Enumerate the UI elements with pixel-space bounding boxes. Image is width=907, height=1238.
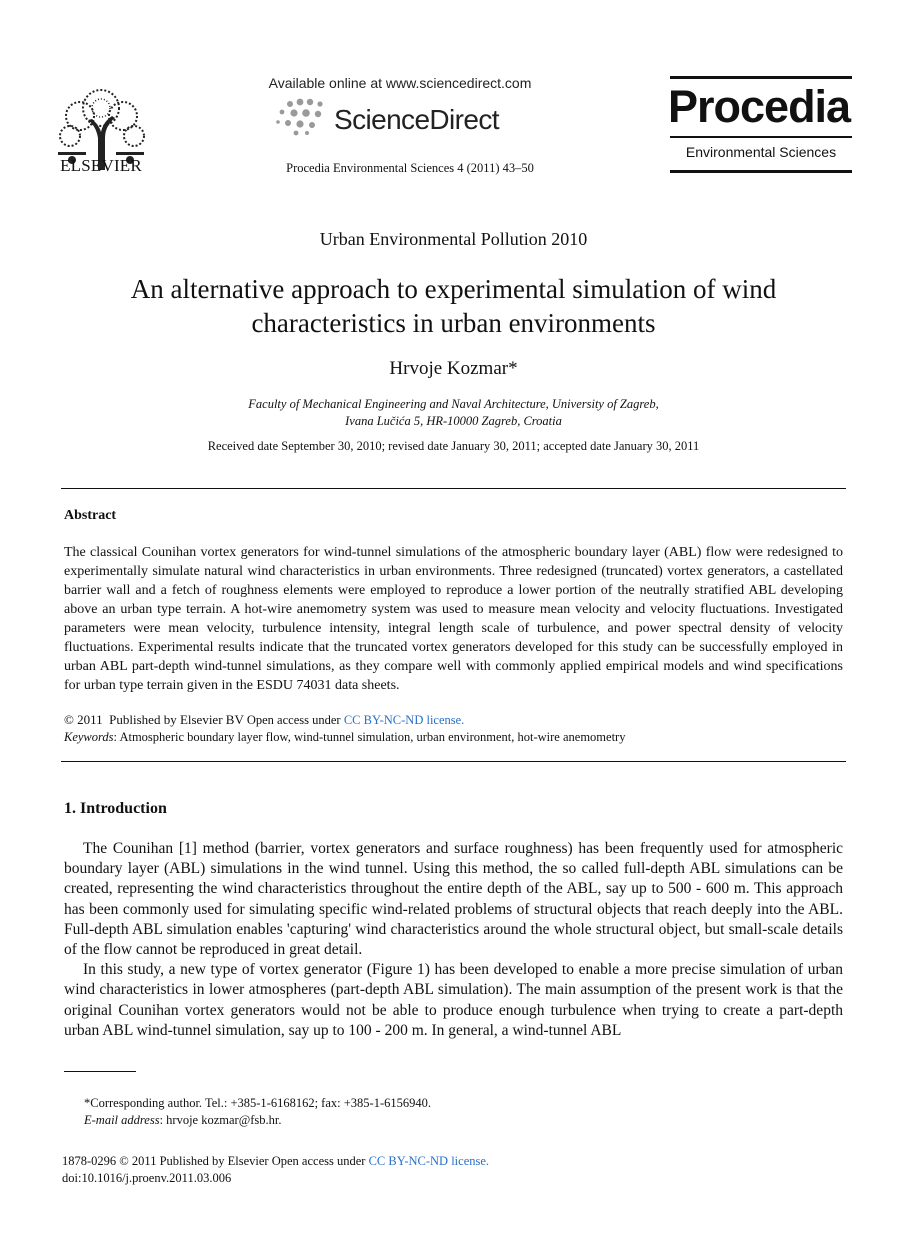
doi-line[interactable]: doi:10.1016/j.proenv.2011.03.006 [62, 1171, 232, 1185]
footnote-divider [64, 1071, 136, 1072]
procedia-middle-rule [670, 136, 852, 138]
abstract-heading: Abstract [64, 508, 117, 523]
keywords-text: : Atmospheric boundary layer flow, wind-tunnel simulation, urban environment, hot-wire anemometry [113, 730, 626, 744]
elsevier-wordmark: ELSEVIER [60, 156, 142, 175]
issn-line [62, 1154, 489, 1169]
copyright-line [64, 710, 843, 730]
email-label: E-mail address [84, 1113, 160, 1127]
procedia-bottom-rule [670, 170, 852, 173]
corresponding-author-note: *Corresponding author. Tel.: +385-1-6168162; fax: +385-1-6156940. [84, 1096, 431, 1110]
copyright-year: © 2011 [64, 712, 103, 727]
author-name: Hrvoje Kozmar* [389, 358, 518, 379]
email-note [84, 1113, 281, 1128]
published-by: Published by Elsevier BV [109, 712, 244, 727]
abstract-top-divider [61, 488, 846, 489]
open-access-label: Open access under [246, 713, 341, 727]
affiliation-line-1: Faculty of Mechanical Engineering and Naval Architecture, University of Zagreb, [248, 397, 659, 411]
procedia-wordmark: Procedia [668, 81, 851, 132]
issn-text: 1878-0296 © 2011 Published by Elsevier [62, 1154, 269, 1168]
email-address[interactable]: : hrvoje kozmar@fsb.hr. [159, 1113, 282, 1127]
footer-open-access-label: Open access under [271, 1154, 366, 1168]
license-link[interactable]: CC BY-NC-ND license. [343, 713, 465, 727]
paper-title [0, 272, 907, 340]
paper-title-line-2: characteristics in urban environments [251, 308, 656, 338]
affiliation-line-2: Ivana Lučića 5, HR-10000 Zagreb, Croatia [345, 414, 562, 428]
procedia-top-rule [670, 76, 852, 79]
body-text [64, 839, 843, 1041]
body-paragraph-2: In this study, a new type of vortex generator (Figure 1) has been developed to enable a more precise simulation of urban wind characteristics in lower atmospheres (part-depth ABL simulation). The main assumption of the present work is that the original Counihan vortex generators would not be able to produce enough turbulence when trying to create a part-depth urban ABL wind-tunnel simulation, say up to 100 - 200 m. In general, a wind-tunnel ABL [64, 961, 843, 1039]
procedia-subtitle: Environmental Sciences [685, 144, 837, 160]
abstract-bottom-divider [61, 761, 846, 762]
body-paragraph-1: The Counihan [1] method (barrier, vortex generators and surface roughness) has been frequently used for atmospheric boundary layer (ABL) simulations in the wind tunnel. Using this method, the so called full-depth ABL simulations can be created, representing the wind characteristics throughout the entire depth of the ABL, say up to 500 - 600 m. This approach has been commonly used for simulating specific wind-related problems of structural objects that reach deeply into the ABL. Full-depth ABL simulation enables 'capturing' wind characteristics around the whole structural object, but small-scale details of the flow cannot be reproduced in great detail. [64, 840, 843, 959]
sciencedirect-wordmark: ScienceDirect [334, 104, 499, 135]
keywords-label: Keywords [64, 730, 114, 744]
abstract-text: The classical Counihan vortex generators for wind-tunnel simulations of the atmospheric boundary layer (ABL) flow were redesigned to experimentally simulate natural wind characteristics in urban environments. Three redesigned (truncated) vortex generators, a castellated barrier wall and a fetch of roughness elements were employed to reproduce a lower portion of the neutrally stratified ABL developing above an urban type terrain. A hot-wire anemometry system was used to measure mean velocity and velocity fluctuations. Investigated parameters were mean velocity, turbulence intensity, integral length scale of turbulence, and power spectral density of velocity fluctuations. Experimental results indicate that the truncated vortex generators developed for this study can be successfully employed in urban ABL part-depth wind-tunnel simulations, as they compare well with commonly applied empirical models and wind specifications for urban type terrain given in the ESDU 74031 data sheets. [64, 545, 843, 693]
received-dates: Received date September 30, 2010; revised date January 30, 2011; accepted date January 30, 2011 [207, 439, 700, 453]
section-heading: 1. Introduction [64, 800, 167, 817]
conference-name: Urban Environmental Pollution 2010 [319, 229, 588, 249]
footer-license-link[interactable]: CC BY-NC-ND license. [368, 1154, 490, 1168]
paper-title-line-1: An alternative approach to experimental simulation of wind [130, 274, 777, 304]
journal-reference: Procedia Environmental Sciences 4 (2011) 43–50 [286, 161, 534, 175]
available-online-text[interactable]: Available online at www.sciencedirect.com [268, 75, 532, 91]
keywords-line [64, 728, 843, 747]
sciencedirect-dots-icon [274, 96, 334, 136]
